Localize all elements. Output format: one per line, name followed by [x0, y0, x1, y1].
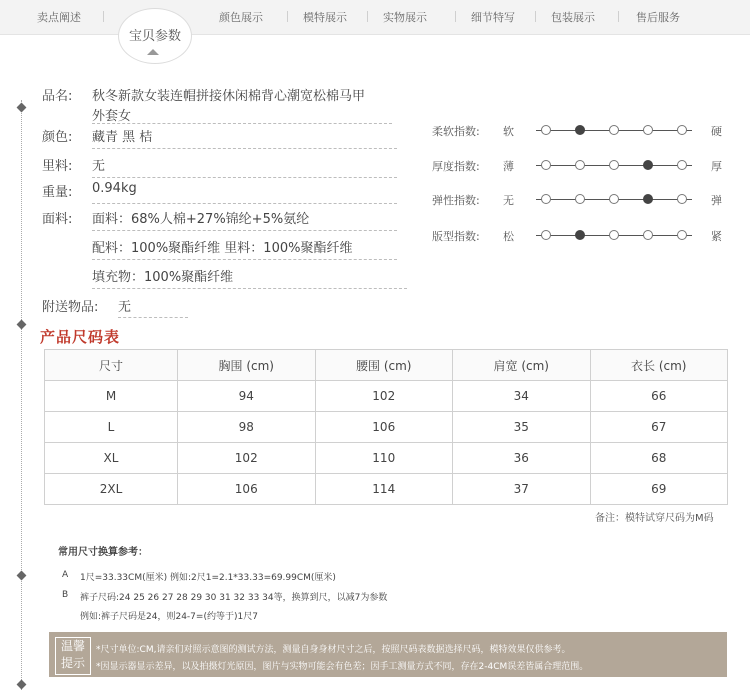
size-table: [44, 349, 728, 505]
index-label: 弹性指数:: [432, 194, 480, 207]
table-row: [45, 381, 728, 412]
tips-badge-line2: 提示: [60, 656, 85, 670]
cell: 36: [453, 443, 591, 474]
cell: 37: [453, 474, 591, 505]
nav-tab-colors[interactable]: 颜色展示: [219, 11, 263, 24]
tips-line1: *尺寸单位:CM,请亲们对照示意图的测试方法，测量自身身材尺寸之后，按照尺码表数据选择尺码，模特效果仅供参考。: [96, 645, 571, 655]
divider: [92, 288, 407, 289]
timeline-line: [21, 100, 22, 690]
index-marker: [575, 160, 585, 170]
nav-tab-selling-points[interactable]: 卖点阐述: [37, 11, 81, 24]
timeline-diamond-icon: [17, 103, 27, 113]
index-marker: [541, 194, 551, 204]
col-size: 尺寸: [45, 350, 178, 381]
index-max-label: 弹: [711, 194, 722, 207]
divider: [92, 259, 397, 260]
gift-value: 无: [118, 300, 132, 315]
tips-line2: *因显示器显示差异，以及拍摄灯光原因，图片与实物可能会有色差；因手工测量方式不同，存在2-4CM误差皆属合理范围。: [96, 662, 589, 672]
fabric-label: 面料:: [42, 212, 73, 227]
index-marker: [677, 194, 687, 204]
conversion-a-text: 1尺=33.33CM(厘米) 例如:2尺1=2.1*33.33=69.99CM(厘米): [80, 573, 336, 583]
tips-badge-line1: 温馨: [60, 639, 85, 653]
cell: 67: [590, 412, 728, 443]
index-marker-selected: [643, 160, 653, 170]
col-chest: 胸围 (cm): [178, 350, 316, 381]
index-marker-selected: [643, 194, 653, 204]
divider: [92, 177, 397, 178]
index-min-label: 松: [503, 230, 514, 243]
lining-value: 无: [92, 159, 106, 174]
conversion-b-text: 裤子尺码:24 25 26 27 28 29 30 31 32 33 34等，换算到尺，以减7为参数: [80, 593, 388, 603]
nav-tab-after-sales[interactable]: 售后服务: [636, 11, 680, 24]
cell: 68: [590, 443, 728, 474]
index-marker: [575, 194, 585, 204]
name-value: 秋冬新款女装连帽拼接休闲棉背心潮宽松棉马甲: [92, 89, 366, 104]
cell: 69: [590, 474, 728, 505]
cell: M: [45, 381, 178, 412]
index-marker-selected: [575, 125, 585, 135]
cell: 102: [315, 381, 453, 412]
weight-label: 重量:: [42, 185, 73, 200]
index-min-label: 软: [503, 125, 514, 138]
nav-divider: [535, 11, 536, 22]
nav-divider: [367, 11, 368, 22]
table-row: [45, 443, 728, 474]
index-marker: [643, 230, 653, 240]
index-marker: [609, 230, 619, 240]
index-label: 柔软指数:: [432, 125, 480, 138]
filling-value: 填充物：100%聚酯纤维: [92, 270, 234, 285]
divider: [92, 123, 392, 124]
cell: 110: [315, 443, 453, 474]
conversion-b-key: B: [62, 590, 69, 600]
table-row: [45, 474, 728, 505]
triangle-up-icon: [147, 49, 159, 55]
cell: 66: [590, 381, 728, 412]
index-marker: [609, 125, 619, 135]
index-marker: [677, 160, 687, 170]
nav-tab-details[interactable]: 细节特写: [471, 11, 515, 24]
color-label: 颜色:: [42, 130, 73, 145]
index-max-label: 厚: [711, 160, 722, 173]
col-waist: 腰围 (cm): [315, 350, 453, 381]
col-length: 衣长 (cm): [590, 350, 728, 381]
index-marker: [643, 125, 653, 135]
index-min-label: 薄: [503, 160, 514, 173]
table-row: [45, 412, 728, 443]
conversion-title: 常用尺寸换算参考：: [58, 547, 148, 558]
cell: 102: [178, 443, 316, 474]
cell: 106: [178, 474, 316, 505]
tab-product-params[interactable]: 宝贝参数: [128, 29, 181, 44]
cell: 94: [178, 381, 316, 412]
cell: 35: [453, 412, 591, 443]
conversion-b-example: 例如:裤子尺码是24，则24-7=(约等于)1尺7: [80, 612, 258, 622]
nav-divider: [455, 11, 456, 22]
tips-badge: [55, 637, 91, 675]
name-label: 品名:: [42, 89, 73, 104]
nav-divider: [618, 11, 619, 22]
index-min-label: 无: [503, 194, 514, 207]
divider: [92, 203, 397, 204]
index-marker: [677, 125, 687, 135]
timeline-diamond-icon: [17, 320, 27, 330]
nav-divider: [287, 11, 288, 22]
nav-divider: [103, 11, 104, 22]
index-marker: [541, 230, 551, 240]
weight-value: 0.94kg: [92, 181, 137, 196]
cell: 34: [453, 381, 591, 412]
index-label: 厚度指数:: [432, 160, 480, 173]
fabric-value: 面料：68%人棉+27%锦纶+5%氨纶: [92, 212, 310, 227]
cell: 98: [178, 412, 316, 443]
index-max-label: 硬: [711, 125, 722, 138]
col-shoulder: 肩宽 (cm): [453, 350, 591, 381]
index-max-label: 紧: [711, 230, 722, 243]
accessory-value: 配料：100%聚酯纤维 里料：100%聚酯纤维: [92, 241, 353, 256]
divider: [118, 317, 188, 318]
index-label: 版型指数:: [432, 230, 480, 243]
color-value: 藏青 黑 桔: [92, 130, 153, 145]
conversion-a-key: A: [62, 570, 69, 580]
index-marker: [609, 194, 619, 204]
lining-label: 里料:: [42, 159, 73, 174]
index-marker: [677, 230, 687, 240]
index-marker: [541, 160, 551, 170]
index-marker-selected: [575, 230, 585, 240]
name-value-cont: 外套女: [92, 109, 132, 124]
nav-tab-packaging[interactable]: 包装展示: [551, 11, 595, 24]
cell: L: [45, 412, 178, 443]
cell: XL: [45, 443, 178, 474]
cell: 114: [315, 474, 453, 505]
divider: [92, 230, 397, 231]
nav-tab-model[interactable]: 模特展示: [303, 11, 347, 24]
cell: 2XL: [45, 474, 178, 505]
size-note: 备注：模特试穿尺码为M码: [595, 513, 714, 524]
table-header-row: [45, 350, 728, 381]
timeline-diamond-icon: [17, 680, 27, 690]
nav-tab-real-photos[interactable]: 实物展示: [383, 11, 427, 24]
size-chart-title: 产品尺码表: [40, 328, 121, 346]
timeline-diamond-icon: [17, 571, 27, 581]
gift-label: 附送物品:: [42, 300, 99, 315]
cell: 106: [315, 412, 453, 443]
index-marker: [609, 160, 619, 170]
divider: [92, 148, 397, 149]
index-marker: [541, 125, 551, 135]
